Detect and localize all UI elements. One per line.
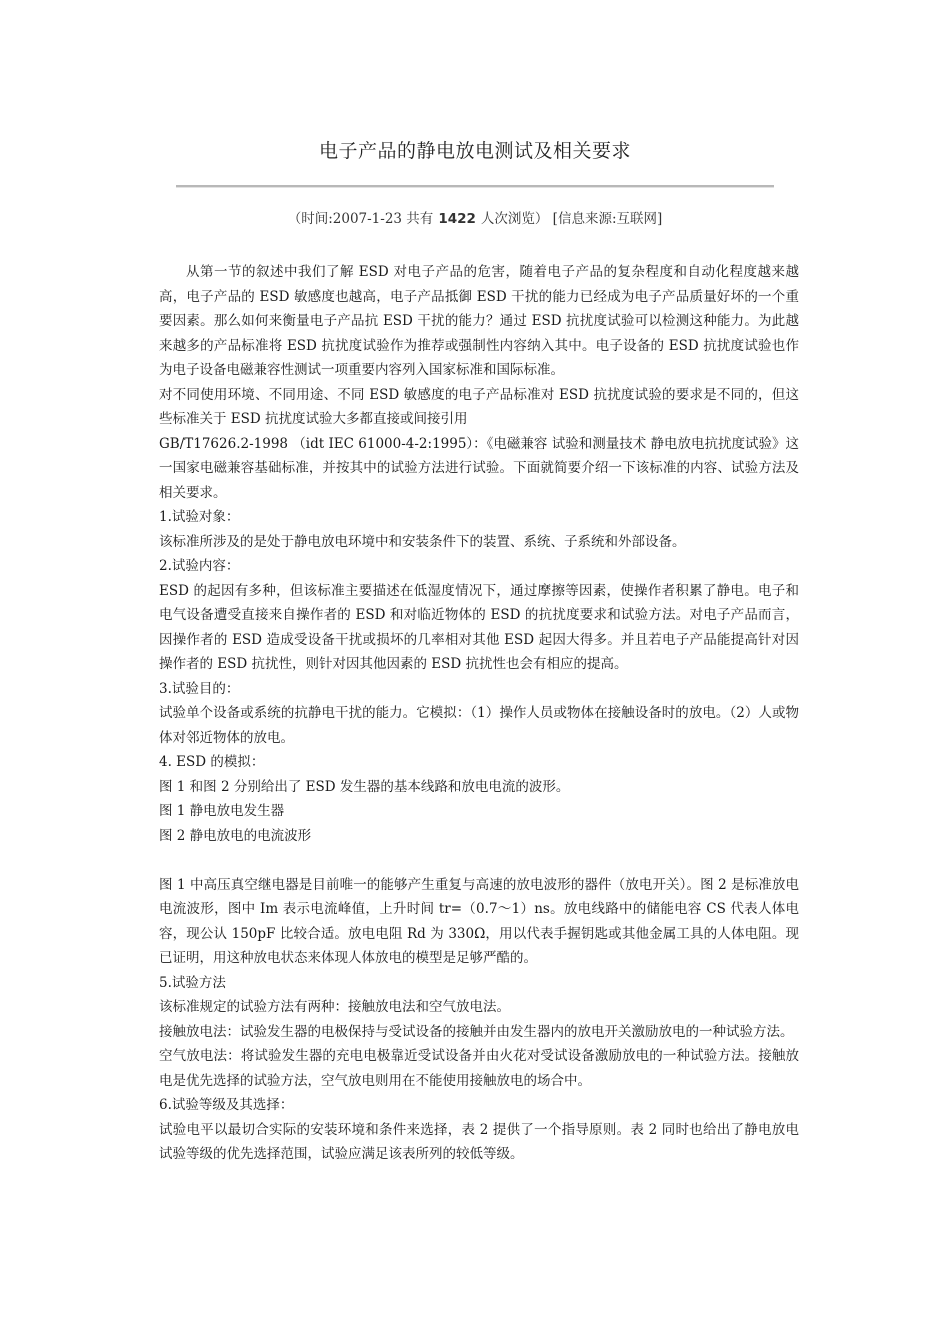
paragraph-standard-ref: GB/T17626.2-1998 （idt IEC 61000-4-2:1995）：《电磁兼容 试验和测量技术 静电放电抗扰度试验》这一国家电磁兼容基础标准，并按其中的试验方法进行试验。下面就简要介绍一下该标准的内容、试验方法及相关要求。 (159, 435, 800, 501)
title-divider (176, 185, 774, 188)
meta-prefix: （时间:2007-1-23 共有 (287, 211, 434, 227)
section-heading-2: 2.试验内容： (159, 558, 240, 574)
document-title: 电子产品的静电放电测试及相关要求 (318, 140, 631, 162)
section-heading-5: 5.试验方法 (159, 974, 226, 991)
section-heading-4: 4. ESD 的模拟： (159, 754, 265, 770)
paragraph-test-purpose: 试验单个设备或系统的抗静电干扰的能力。它模拟：（1）操作人员或物体在接触设备时的放电。（2）人或物体对邻近物体的放电。 (159, 705, 799, 746)
paragraph-contact-discharge: 接触放电法：试验发生器的电极保持与受试设备的接触并由发生器内的放电开关激励放电的一种试验方法。 (159, 1023, 794, 1040)
article-body (159, 260, 799, 1167)
figure-1-caption: 图 1 静电放电发生器 (159, 803, 285, 819)
paragraph-standards: 对不同使用环境、不同用途、不同 ESD 敏感度的电子产品标准对 ESD 抗扰度试验的要求是不同的，但这些标准关于 ESD 抗扰度试验大多都直接或间接引用 (159, 386, 799, 427)
paragraph-air-discharge: 空气放电法：将试验发生器的充电电极靠近受试设备并由火花对受试设备激励放电的一种试验方法。接触放电是优先选择的试验方法，空气放电则用在不能使用接触放电的场合中。 (159, 1048, 799, 1089)
paragraph-figures-intro: 图 1 和图 2 分别给出了 ESD 发生器的基本线路和放电电流的波形。 (159, 778, 570, 795)
paragraph-test-content: ESD 的起因有多种，但该标准主要描述在低湿度情况下，通过摩擦等因素，使操作者积累了静电。电子和电气设备遭受直接来自操作者的 ESD 和对临近物体的 ESD 的抗扰度要求和试验方法。对电子产品而言，因操作者的 ESD 造成受设备干扰或损坏的几率相对其他 ESD 起因大得多。并且若电子产品能提高针对因操作者的 ESD 抗扰性，则针对因其他因素的 ESD 抗扰性也会有相应的提高。 (159, 582, 799, 672)
meta-suffix: 人次浏览） [信息来源:互联网] (480, 211, 663, 227)
figure-2-caption: 图 2 静电放电的电流波形 (159, 827, 312, 844)
paragraph-test-object: 该标准所涉及的是处于静电放电环境中和安装条件下的装置、系统、子系统和外部设备。 (159, 533, 686, 550)
paragraph-esd-model: 图 1 中高压真空继电器是目前唯一的能够产生重复与高速的放电波形的器件（放电开关）。图 2 是标准放电电流波形，图中 Im 表示电流峰值，上升时间 tr=（0.7～1）ns。放电线路中的储能电容 CS 代表人体电容，现公认 150pF 比较合适。放电电阻 Rd 为 330Ω，用以代表手握钥匙或其他金属工具的人体电阻。现已证明，用这种放电状态来体现人体放电的模型是足够严酷的。 (159, 876, 799, 966)
paragraph-intro: 从第一节的叙述中我们了解 ESD 对电子产品的危害，随着电子产品的复杂程度和自动化程度越来越高，电子产品的 ESD 敏感度也越高，电子产品抵御 ESD 干扰的能力已经成为电子产品质量好坏的一个重要因素。那么如何来衡量电子产品抗 ESD 干扰的能力？通过 ESD 抗扰度试验可以检测这种能力。为此越来越多的产品标准将 ESD 抗扰度试验作为推荐或强制性内容纳入其中。电子设备的 ESD 抗扰度试验也作为电子设备电磁兼容性测试一项重要内容列入国家标准和国际标准。 (159, 264, 799, 378)
view-count: 1422 (438, 211, 476, 227)
section-heading-6: 6.试验等级及其选择： (159, 1097, 294, 1113)
document-meta (0, 207, 950, 227)
section-heading-1: 1.试验对象： (159, 509, 240, 525)
blank-line (159, 848, 799, 873)
paragraph-test-levels: 试验电平以最切合实际的安装环境和条件来选择，表 2 提供了一个指导原则。表 2 同时也给出了静电放电试验等级的优先选择范围，试验应满足该表所列的较低等级。 (159, 1121, 799, 1162)
paragraph-methods: 该标准规定的试验方法有两种：接触放电法和空气放电法。 (159, 999, 510, 1015)
section-heading-3: 3.试验目的： (159, 680, 240, 697)
